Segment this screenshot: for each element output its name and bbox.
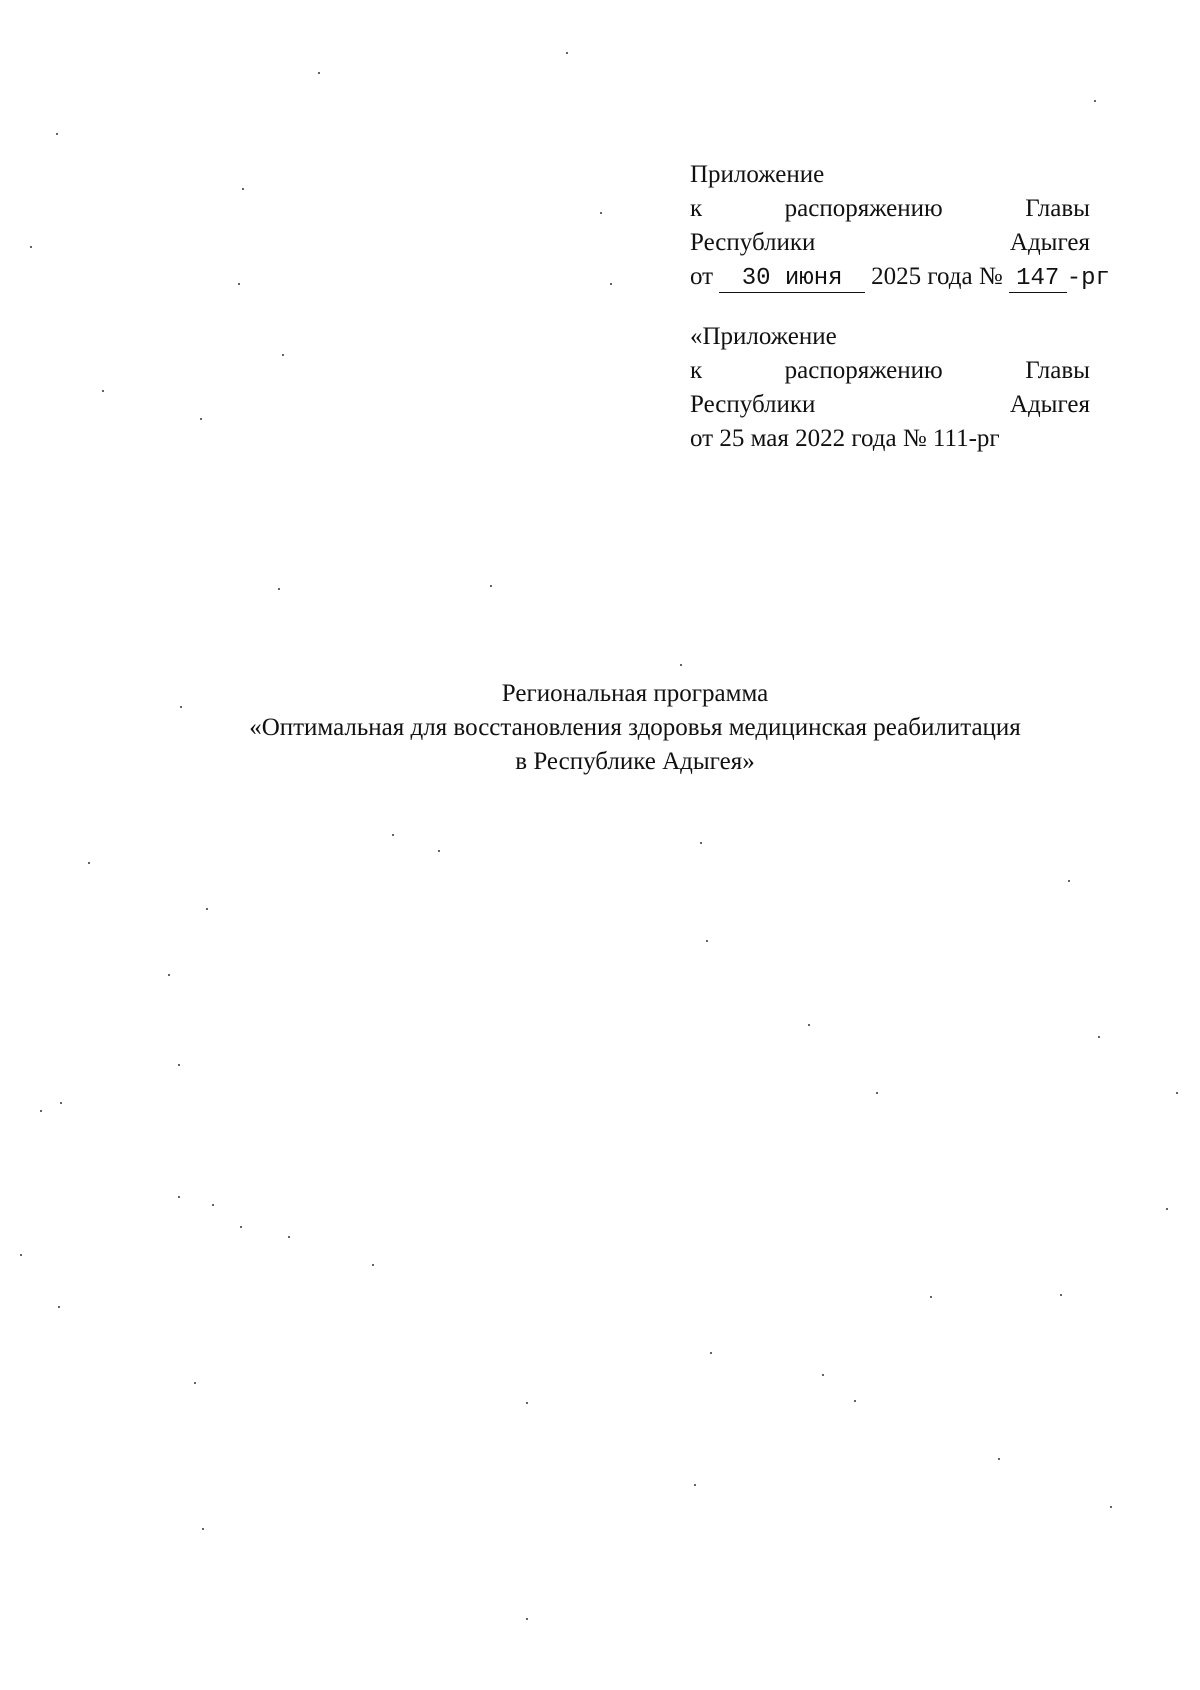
approval-date-line <box>690 260 1110 294</box>
scan-speck <box>40 1110 42 1112</box>
scan-speck <box>526 1618 528 1620</box>
scan-speck <box>1098 1036 1100 1038</box>
previous-line-order <box>690 354 1090 388</box>
scan-speck <box>88 862 90 864</box>
scan-speck <box>694 1484 696 1486</box>
approval-heading: Приложение <box>690 161 825 188</box>
scan-speck <box>1166 1208 1168 1210</box>
scan-speck <box>278 588 280 590</box>
scan-speck <box>1110 1506 1112 1508</box>
scan-speck <box>238 283 240 285</box>
scan-speck <box>102 390 104 392</box>
previous-word-order: распоряжению <box>784 357 943 384</box>
scan-speck <box>526 1402 528 1404</box>
previous-word-republic: Республики <box>690 391 816 418</box>
scan-speck <box>240 1226 242 1228</box>
scan-speck <box>392 834 394 836</box>
program-title-line-3: в Республике Адыгея» <box>515 748 755 775</box>
approval-date-prefix: от <box>690 263 714 290</box>
scan-speck <box>56 133 58 135</box>
previous-word-region: Адыгея <box>1009 391 1090 418</box>
scan-speck <box>30 246 32 248</box>
scan-speck <box>1094 100 1096 102</box>
scan-speck <box>700 842 702 844</box>
scan-speck <box>180 706 182 708</box>
scan-speck <box>202 1528 204 1530</box>
scan-speck <box>60 1102 62 1104</box>
approval-date-filled: 30 июня <box>719 266 865 293</box>
scan-speck <box>822 1374 824 1376</box>
scan-speck <box>876 1092 878 1094</box>
scan-speck <box>288 1236 290 1238</box>
approval-word-k: к <box>690 195 703 222</box>
scan-speck <box>212 1204 214 1206</box>
previous-word-k: к <box>690 357 703 384</box>
approval-word-head: Главы <box>1025 195 1090 222</box>
approval-word-republic: Республики <box>690 229 816 256</box>
scan-speck <box>710 1352 712 1354</box>
scan-speck <box>1060 1294 1062 1296</box>
scan-speck <box>706 940 708 942</box>
scan-speck <box>930 1296 932 1298</box>
program-title-line-1: Региональная программа <box>501 680 769 707</box>
approval-stamp-previous <box>690 320 1090 456</box>
scan-speck <box>490 585 492 587</box>
scan-speck <box>1068 880 1070 882</box>
scan-speck <box>178 1196 180 1198</box>
scan-speck <box>566 52 568 54</box>
scan-speck <box>58 1306 60 1308</box>
scan-speck <box>680 664 682 666</box>
approval-line-order <box>690 192 1090 226</box>
scan-speck <box>206 908 208 910</box>
scan-speck <box>610 283 612 285</box>
scan-speck <box>20 1254 22 1256</box>
scan-speck <box>372 1264 374 1266</box>
scan-speck <box>438 850 440 852</box>
approval-word-region: Адыгея <box>1009 229 1090 256</box>
scan-speck <box>178 1064 180 1066</box>
previous-word-head: Главы <box>1025 357 1090 384</box>
scan-speck <box>242 188 244 190</box>
scan-speck <box>194 1382 196 1384</box>
scan-speck <box>808 1024 810 1026</box>
scan-speck <box>1176 1092 1178 1094</box>
approval-number-suffix: -рг <box>1066 265 1110 292</box>
approval-line-republic <box>690 226 1090 260</box>
scan-speck <box>200 418 202 420</box>
scan-speck <box>318 72 320 74</box>
program-title-line-2: «Оптимальная для восстановления здоровья медицинская реабилитация <box>249 714 1021 741</box>
scan-speck <box>600 212 602 214</box>
scan-speck <box>998 1458 1000 1460</box>
scan-speck <box>854 1400 856 1402</box>
previous-heading: «Приложение <box>690 323 837 350</box>
scan-speck <box>168 974 170 976</box>
program-title <box>0 677 1200 779</box>
previous-line-republic <box>690 388 1090 422</box>
approval-word-order: распоряжению <box>784 195 943 222</box>
approval-number-filled: 147 <box>1009 266 1067 293</box>
scan-speck <box>282 354 284 356</box>
previous-date-line: от 25 мая 2022 года № 111-рг <box>690 425 1000 452</box>
approval-stamp-current <box>690 158 1110 294</box>
approval-year-text: 2025 года № <box>871 263 1003 290</box>
